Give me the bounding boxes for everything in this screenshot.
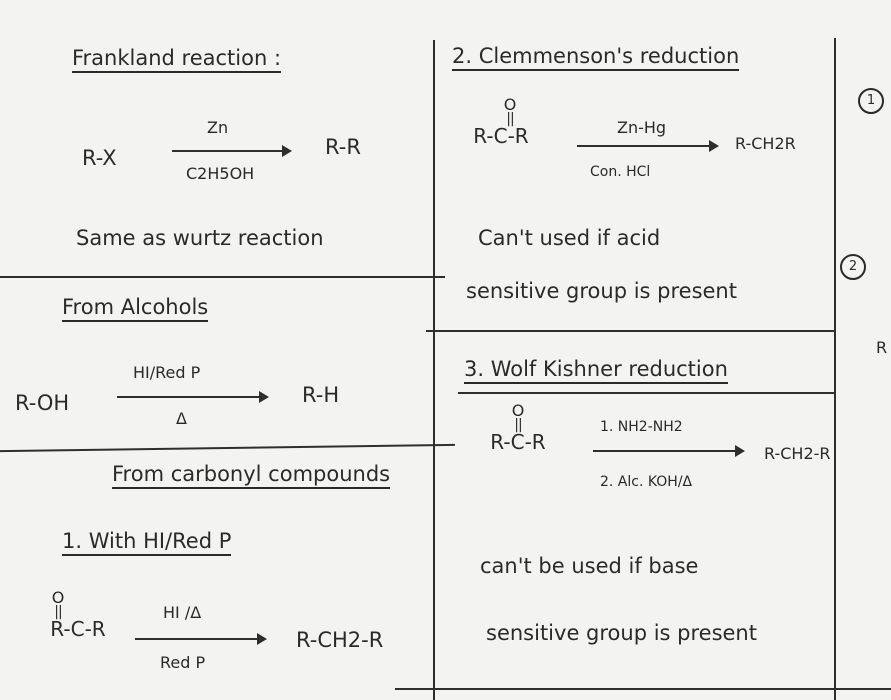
wolf-structure <box>468 403 568 453</box>
frankland-below: C2H5OH <box>186 164 255 183</box>
frankland-product: R-R <box>325 135 361 159</box>
frankland-above: Zn <box>207 118 229 137</box>
alcohols-reactant: R-OH <box>15 391 70 415</box>
frankland-arrow <box>172 150 290 152</box>
frankland-reactant: R-X <box>82 146 117 170</box>
carbonyl-structure <box>28 590 128 640</box>
carbonyl-below: Red P <box>160 653 206 672</box>
page-circle-2: 2 <box>840 254 866 280</box>
frankland-note: Same as wurtz reaction <box>76 226 324 250</box>
carbonyl-oxygen: O <box>51 588 65 607</box>
wolf-note2: sensitive group is present <box>486 621 757 645</box>
clemmensen-above: Zn-Hg <box>617 118 667 137</box>
clemmensen-note1: Can't used if acid <box>478 226 661 250</box>
edge-letter: R <box>876 338 888 357</box>
divider-right-1 <box>426 330 836 332</box>
wolf-oxygen: O <box>511 401 525 420</box>
divider-right-2 <box>458 392 836 394</box>
vertical-divider <box>433 40 435 700</box>
wolf-double-bond: || <box>514 417 522 433</box>
clemmensen-title: 2. Clemmenson's reduction <box>452 46 739 71</box>
clemmensen-product: R-CH2R <box>735 134 796 153</box>
clemmensen-reactant: R-C-R <box>473 124 529 148</box>
page-circle-1: 1 <box>858 88 884 114</box>
carbonyl-double-bond: || <box>54 604 62 620</box>
wolf-below: 2. Alc. KOH/Δ <box>600 474 693 490</box>
carbonyl-title: From carbonyl compounds <box>112 464 390 489</box>
clemmensen-arrow <box>577 145 717 147</box>
wolf-note1: can't be used if base <box>480 554 699 578</box>
clemmensen-oxygen: O <box>503 95 517 114</box>
carbonyl-product: R-CH2-R <box>296 628 384 652</box>
wolf-product: R-CH2-R <box>764 444 831 463</box>
wolf-reactant: R-C-R <box>490 430 546 454</box>
carbonyl-above: HI /Δ <box>163 603 202 622</box>
alcohols-title: From Alcohols <box>62 297 208 322</box>
wolf-title: 3. Wolf Kishner reduction <box>464 359 728 384</box>
carbonyl-reactant: R-C-R <box>50 617 106 641</box>
divider-left-2 <box>0 444 455 452</box>
wolf-above: 1. NH2-NH2 <box>600 419 683 435</box>
alcohols-above: HI/Red P <box>133 363 201 382</box>
clemmensen-note2: sensitive group is present <box>466 279 737 303</box>
frankland-title: Frankland reaction : <box>72 48 281 73</box>
carbonyl-arrow <box>135 638 265 640</box>
carbonyl-sub1: 1. With HI/Red P <box>62 531 231 556</box>
alcohols-product: R-H <box>302 383 340 407</box>
alcohols-arrow <box>117 396 267 398</box>
right-border <box>834 38 836 700</box>
divider-left-1 <box>0 276 445 278</box>
alcohols-below: Δ <box>176 409 187 428</box>
bottom-line <box>395 688 891 690</box>
clemmensen-double-bond: || <box>506 111 514 127</box>
wolf-arrow <box>593 450 743 452</box>
clemmensen-below: Con. HCl <box>590 164 651 180</box>
clemmensen-structure <box>446 97 556 147</box>
